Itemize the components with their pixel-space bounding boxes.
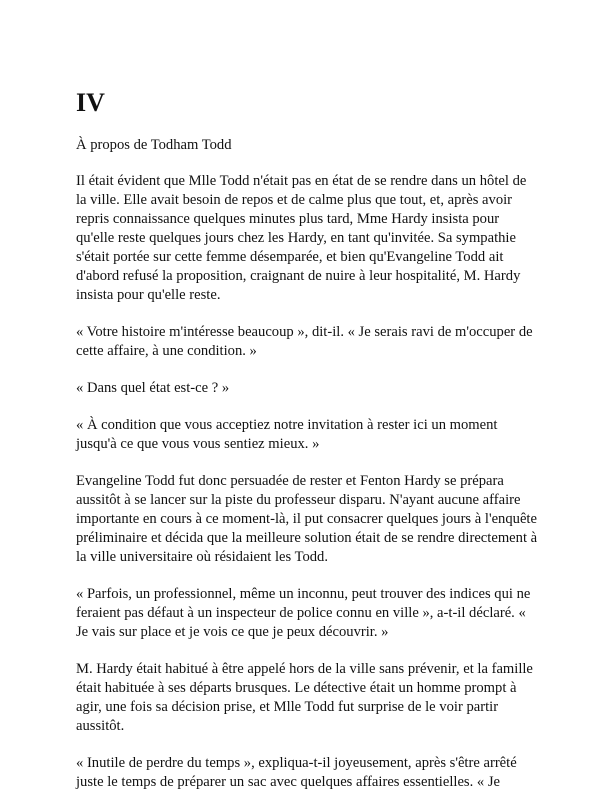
paragraph: Evangeline Todd fut donc persuadée de rester et Fenton Hardy se prépara aussitôt à se lancer sur la piste du professeur disparu. N'ayant aucune affaire importante en cours à ce moment-là, il put consacrer quelques jours à l'enquête préliminaire et décida que la meilleure solution était de se rendre directement à la ville universitaire où résidaient les Todd. bbox=[76, 473, 538, 565]
paragraph: M. Hardy était habitué à être appelé hors de la ville sans prévenir, et la famille était habituée à ses départs brusques. Le détective était un homme prompt à agir, une fois sa décision prise, et Mlle Todd fut surprise de le voir partir aussitôt. bbox=[76, 661, 533, 734]
paragraph: « Votre histoire m'intéresse beaucoup », dit-il. « Je serais ravi de m'occuper de cette affaire, à une condition. » bbox=[76, 324, 533, 359]
document-page bbox=[76, 88, 538, 810]
chapter-number: IV bbox=[76, 88, 105, 117]
paragraph: Il était évident que Mlle Todd n'était pas en état de se rendre dans un hôtel de la ville. Elle avait besoin de repos et de calme plus que tout, et, après avoir repris connaissance quelques minutes plus tard, Mme Hardy insista pour qu'elle reste quelques jours chez les Hardy, en tant qu'invitée. Sa sympathie s'était portée sur cette femme désemparée, et bien qu'Evangeline Todd ait d'abord refusé la proposition, craignant de nuire à leur hospitalité, M. Hardy insista pour qu'elle reste. bbox=[76, 173, 527, 303]
paragraph: « À condition que vous acceptiez notre invitation à rester ici un moment jusqu'à ce que vous vous sentiez mieux. » bbox=[76, 417, 498, 452]
paragraph: « Inutile de perdre du temps », expliqua-t-il joyeusement, après s'être arrêté juste le temps de préparer un sac avec quelques affaires essentielles. « Je bbox=[76, 755, 517, 790]
chapter-title: À propos de Todham Todd bbox=[76, 137, 232, 153]
paragraph: « Parfois, un professionnel, même un inconnu, peut trouver des indices qui ne feraient pas défaut à un inspecteur de police connu en ville », a-t-il déclaré. « Je vais sur place et je vois ce que je peux découvrir. » bbox=[76, 586, 531, 640]
paragraph: « Dans quel état est-ce ? » bbox=[76, 380, 230, 396]
